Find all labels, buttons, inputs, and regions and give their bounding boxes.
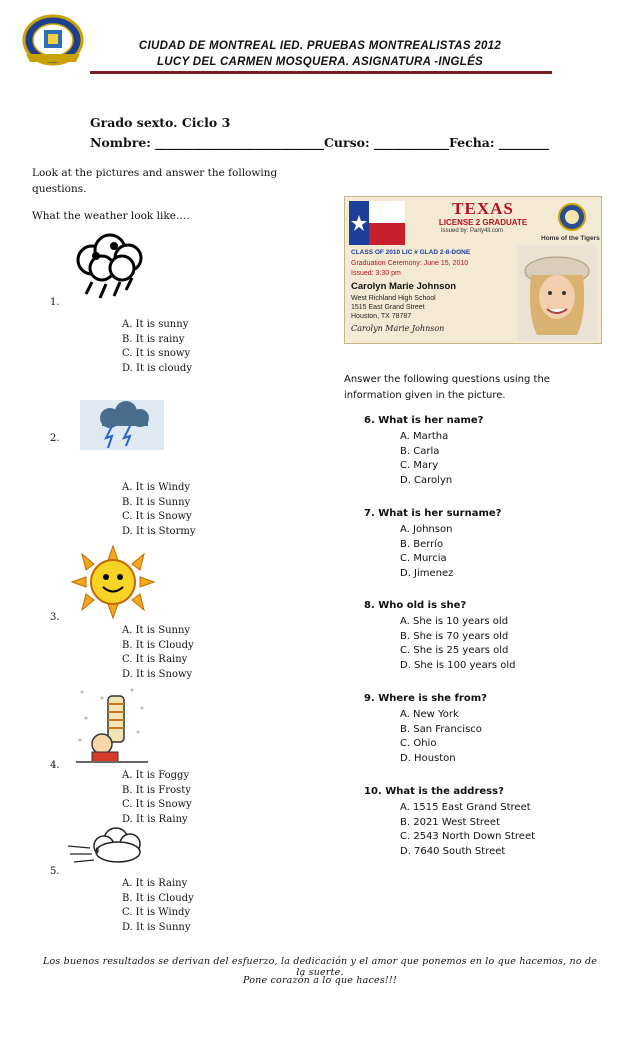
answers-9 [400, 708, 482, 766]
answer-option[interactable]: C. 2543 North Down Street [400, 831, 536, 843]
header-line-1: CIUDAD DE MONTREAL IED. PRUEBAS MONTREALISTAS 2012 [138, 40, 502, 52]
option[interactable]: C. It is snowy [122, 348, 191, 360]
option[interactable]: D. It is cloudy [122, 362, 192, 374]
option[interactable]: C. It is Snowy [122, 511, 192, 523]
license-ceremony: Graduation Ceremony: June 15, 2010 [351, 260, 469, 267]
question-8: 8. Who old is she? [364, 600, 467, 611]
option[interactable]: B. It is Cloudy [122, 639, 194, 651]
cloud-rain-icon [62, 232, 162, 304]
license-school: West Richland High School [351, 295, 436, 302]
license-address: 1515 East Grand Street [351, 304, 425, 311]
option[interactable]: B. It is Sunny [122, 496, 191, 508]
left-question: What the weather look like…. [32, 210, 190, 222]
option[interactable]: A. It is sunny [122, 319, 189, 330]
item-number-5: 5. [50, 866, 60, 877]
license-name: Carolyn Marie Johnson [351, 281, 457, 292]
options-3 [122, 624, 194, 682]
left-instruction-1: Look at the pictures and answer the following [32, 167, 278, 179]
license-title: TEXAS [452, 199, 514, 218]
answer-option[interactable]: C. Ohio [400, 738, 437, 750]
options-4 [122, 769, 192, 827]
options-5 [122, 877, 194, 935]
answer-option[interactable]: D. Jimenez [400, 567, 454, 579]
option[interactable]: D. It is Stormy [122, 525, 196, 537]
option[interactable]: C. It is Snowy [122, 799, 192, 811]
answer-option[interactable]: C. She is 25 years old [400, 645, 509, 657]
footer-motto-1: Los buenos resultados se derivan del esfuerzo, la dedicación y el amor que ponemos en lo que hacemos, no de la suerte. [42, 956, 598, 978]
graduate-license-card [344, 196, 602, 344]
answers-7 [400, 523, 453, 581]
license-issued: Issued: 3:30 pm [351, 270, 401, 277]
left-instruction-2: questions. [32, 183, 87, 195]
option[interactable]: A. It is Sunny [122, 625, 191, 636]
school-seal-icon [557, 203, 587, 231]
answers-6 [400, 430, 452, 488]
option[interactable]: B. It is rainy [122, 333, 185, 345]
answer-option[interactable]: A. 1515 East Grand Street [400, 802, 531, 813]
license-class: CLASS OF 2010 LIC # GLAD 2-8-DONE [351, 249, 471, 256]
answer-option[interactable]: A. New York [400, 709, 459, 720]
answers-10 [400, 801, 535, 859]
item-number-2: 2. [50, 433, 60, 444]
answer-option[interactable]: D. Houston [400, 752, 456, 764]
option[interactable]: D. It is Rainy [122, 813, 188, 825]
answer-option[interactable]: C. Murcia [400, 553, 447, 565]
answer-option[interactable]: D. She is 100 years old [400, 659, 516, 671]
item-number-3: 3. [50, 612, 60, 623]
answer-option[interactable]: A. Johnson [400, 524, 453, 535]
option[interactable]: B. It is Cloudy [122, 892, 194, 904]
wind-cloud-icon [66, 822, 150, 872]
option[interactable]: C. It is Rainy [122, 654, 188, 666]
answer-option[interactable]: C. Mary [400, 460, 439, 472]
option[interactable]: D. It is Snowy [122, 668, 193, 680]
right-instruction-2: information given in the picture. [344, 390, 506, 401]
option[interactable]: D. It is Sunny [122, 921, 191, 933]
options-1 [122, 318, 192, 376]
answer-option[interactable]: D. 7640 South Street [400, 845, 506, 857]
item-number-1: 1. [50, 297, 60, 308]
option[interactable]: B. It is Frosty [122, 784, 191, 796]
student-info-line: Nombre: ___________________________Curso: ____________Fecha: ________ [90, 135, 549, 150]
license-issued-by: Issued by: Party4ll.com [441, 228, 504, 234]
item-number-4: 4. [50, 760, 60, 771]
snow-scene-icon [72, 684, 152, 764]
answer-option[interactable]: D. Carolyn [400, 474, 453, 486]
answer-option[interactable]: B. Carla [400, 445, 440, 457]
question-9: 9. Where is she from? [364, 693, 487, 704]
license-subtitle: LICENSE 2 GRADUATE [438, 218, 528, 227]
question-10: 10. What is the address? [364, 786, 504, 797]
option[interactable]: A. It is Rainy [122, 878, 188, 889]
license-home: Home of the Tigers [541, 235, 600, 242]
answer-option[interactable]: B. She is 70 years old [400, 630, 509, 642]
answer-option[interactable]: B. 2021 West Street [400, 816, 500, 828]
footer-motto-2: Pone corazón a lo que haces!!! [243, 975, 397, 986]
option[interactable]: C. It is Windy [122, 907, 191, 919]
right-instruction-1: Answer the following questions using the [344, 374, 550, 385]
answer-option[interactable]: A. She is 10 years old [400, 616, 509, 627]
option[interactable]: A. It is Foggy [122, 770, 190, 781]
answers-8 [400, 615, 515, 673]
answer-option[interactable]: B. San Francisco [400, 723, 482, 735]
question-6: 6. What is her name? [364, 415, 484, 426]
license-city: Houston, TX 78787 [351, 313, 412, 320]
sun-icon [66, 544, 160, 620]
student-photo [517, 245, 597, 341]
question-7: 7. What is her surname? [364, 508, 502, 519]
options-2 [122, 481, 195, 539]
texas-flag-icon [349, 201, 405, 245]
license-signature: Carolyn Marie Johnson [351, 324, 445, 333]
answer-option[interactable]: B. Berrío [400, 538, 444, 550]
school-logo [22, 14, 84, 66]
header-divider [90, 71, 552, 74]
option[interactable]: A. It is Windy [122, 482, 191, 493]
storm-icon [80, 400, 164, 450]
grade-label: Grado sexto. Ciclo 3 [90, 115, 231, 130]
header-line-2: LUCY DEL CARMEN MOSQUERA. ASIGNATURA -INGLÉS [156, 56, 484, 68]
answer-option[interactable]: A. Martha [400, 431, 449, 442]
